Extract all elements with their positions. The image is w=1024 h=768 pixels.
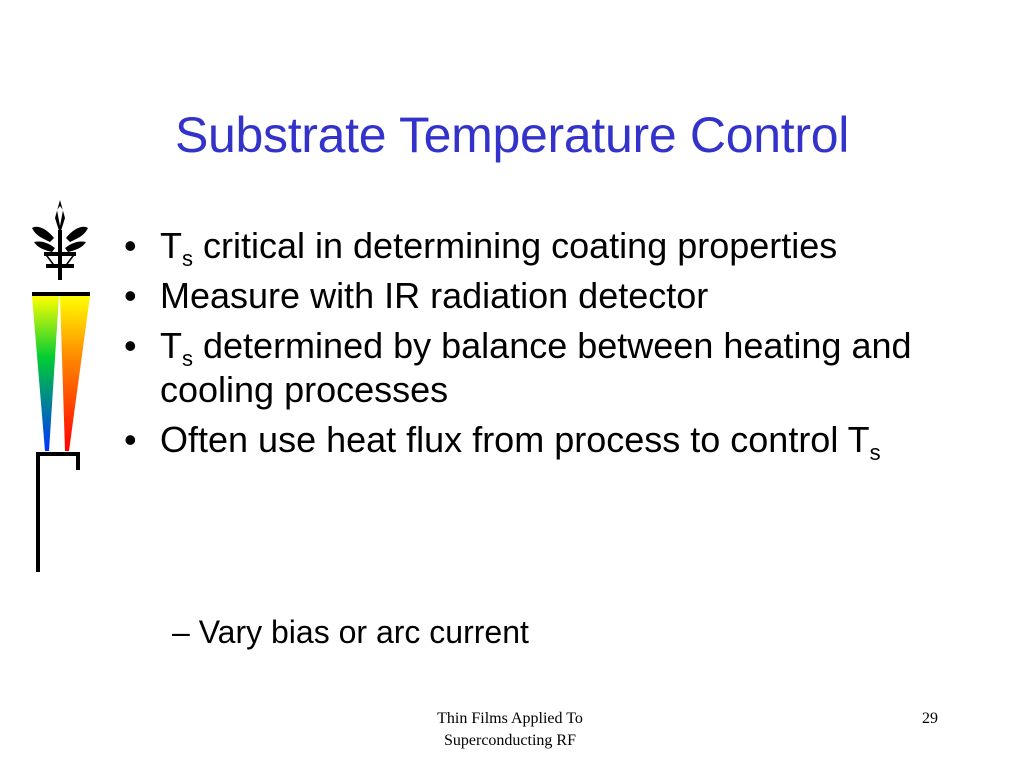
bullet-dot: • bbox=[124, 419, 137, 460]
bullet-item bbox=[124, 324, 1004, 412]
bullet-item bbox=[124, 224, 1004, 271]
subscript: s bbox=[182, 346, 193, 371]
page-number: 29 bbox=[922, 710, 938, 727]
bullet-dot: • bbox=[124, 325, 137, 366]
bullet-list bbox=[124, 224, 1004, 468]
sub-bullet: – Vary bias or arc current bbox=[172, 614, 529, 650]
bullet-text-cont: determined by balance between heating and cooling processes bbox=[160, 325, 912, 410]
bullet-text: T bbox=[160, 325, 182, 366]
bullet-item bbox=[124, 274, 1004, 318]
bullet-dot: • bbox=[124, 225, 137, 266]
slide-title: Substrate Temperature Control bbox=[174, 107, 850, 163]
bullet-dot: • bbox=[124, 275, 137, 316]
bullet-item bbox=[124, 418, 1004, 465]
subscript: s bbox=[869, 440, 881, 465]
subscript: s bbox=[182, 246, 193, 271]
university-emblem-icon bbox=[24, 196, 94, 576]
bullet-text: Often use heat flux from process to control T bbox=[160, 419, 870, 460]
bullet-text: T bbox=[160, 225, 182, 266]
slide-footer: Thin Films Applied To Superconducting RF bbox=[437, 710, 583, 749]
bullet-text-cont: critical in determining coating properties bbox=[193, 225, 838, 266]
bullet-text: Measure with IR radiation detector bbox=[160, 275, 709, 316]
